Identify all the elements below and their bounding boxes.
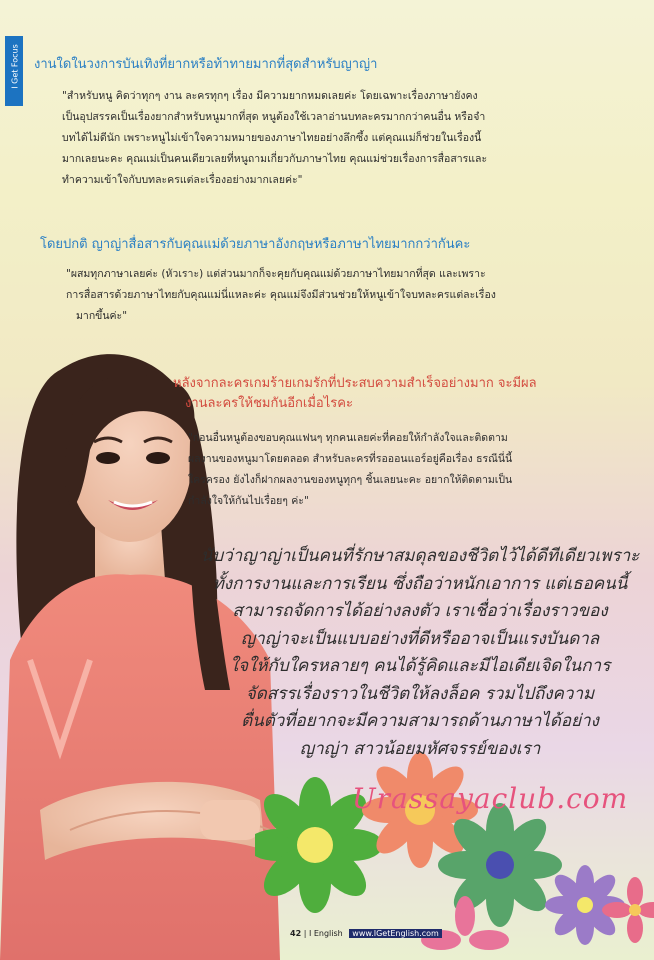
closing-line: จัดสรรเรื่องราวในชีวิตให้ลงล็อค รวมไปถึงความ bbox=[245, 683, 595, 704]
page-footer bbox=[290, 929, 442, 938]
answer-2 bbox=[66, 264, 626, 327]
closing-paragraph bbox=[190, 543, 650, 763]
watermark-signature: Urassayaclub.com bbox=[352, 782, 629, 815]
answer-line: ใครครอง ยังไงก็ฝากผลงานของหนูทุกๆ ชิ้นเลยนะคะ อยากให้ติดตามเป็น bbox=[188, 474, 513, 486]
answer-line: กำลังใจให้กันไปเรื่อยๆ ค่ะ" bbox=[188, 495, 309, 507]
answer-line: "ก่อนอื่นหนูต้องขอบคุณแฟนๆ ทุกคนเลยค่ะที่คอยให้กำลังใจและติดตาม bbox=[188, 432, 508, 444]
footer-url: www.IGetEnglish.com bbox=[349, 929, 442, 938]
question-2: โดยปกติ ญาญ่าสื่อสารกับคุณแม่ด้วยภาษาอังกฤษหรือภาษาไทยมากกว่ากันคะ bbox=[40, 237, 471, 252]
closing-line: สามารถจัดการได้อย่างลงตัว เราเชื่อว่าเรื่องราวของ bbox=[232, 601, 608, 621]
answer-line: มากขึ้นค่ะ" bbox=[76, 310, 128, 322]
question-3-line-1: หลังจากละครเกมร้ายเกมรักที่ประสบความสำเร็จอย่างมาก จะมีผล bbox=[173, 376, 537, 391]
answer-line: บทได้ไม่ดีนัก เพราะหนูไม่เข้าใจความหมายของภาษาไทยอย่างลึกซึ้ง แต่คุณแม่ก็ช่วยในเรื่องนี้ bbox=[62, 132, 482, 144]
answer-1 bbox=[62, 86, 622, 191]
answer-line: มากเลยนะคะ คุณแม่เป็นคนเดียวเลยที่หนูถามเกี่ยวกับภาษาไทย คุณแม่ช่วยเรื่องการสื่อสารและ bbox=[62, 153, 488, 165]
answer-line: "ผสมทุกภาษาเลยค่ะ (หัวเราะ) แต่ส่วนมากก็จะคุยกับคุณแม่ด้วยภาษาไทยมากที่สุด และเพราะ bbox=[66, 268, 486, 280]
answer-line: การสื่อสารด้วยภาษาไทยกับคุณแม่นี่แหละค่ะ คุณแม่จึงมีส่วนช่วยให้หนูเข้าใจบทละครแต่ละเรื่อง bbox=[66, 289, 496, 301]
closing-line: นับว่าญาญ่าเป็นคนที่รักษาสมดุลของชีวิตไว้ได้ดีทีเดียวเพราะ bbox=[200, 546, 640, 566]
answer-line: "สำหรับหนู คิดว่าทุกๆ งาน ละครทุกๆ เรื่อง มีความยากหมดเลยค่ะ โดยเฉพาะเรื่องภาษายังคง bbox=[62, 90, 478, 102]
question-1: งานใดในวงการบันเทิงที่ยากหรือท้าทายมากที่สุดสำหรับญาญ่า bbox=[34, 57, 378, 72]
question-3-line-2: งานละครให้ชมกันอีกเมื่อไรคะ bbox=[185, 396, 353, 411]
closing-line: ใจให้กับใครหลายๆ คนได้รู้คิดและมีไอเดียเจิดในการ bbox=[229, 656, 611, 676]
footer-divider: | bbox=[303, 929, 309, 938]
section-tab-label: I Get Focus bbox=[10, 44, 20, 89]
flower-decoration bbox=[255, 740, 654, 960]
closing-line: ญาญ่าจะเป็นแบบอย่างที่ดีหรืออาจเป็นแรงบันดาล bbox=[240, 628, 600, 649]
closing-line: ทั้งการงานและการเรียน ซึ่งถือว่าหนักเอาการ แต่เธอคนนี้ bbox=[212, 573, 628, 594]
answer-3 bbox=[188, 428, 638, 512]
question-3 bbox=[173, 374, 643, 414]
closing-line: ญาญ่า สาวน้อยมหัศจรรย์ของเรา bbox=[299, 738, 541, 759]
answer-line: ทำความเข้าใจกับบทละครแต่ละเรื่องอย่างมากเลยค่ะ" bbox=[62, 174, 303, 186]
footer-brand: I English bbox=[308, 929, 343, 938]
closing-line: ตื่นตัวที่อยากจะมีความสามารถด้านภาษาได้อย่าง bbox=[241, 711, 599, 731]
section-tab bbox=[5, 36, 23, 106]
page-number: 42 bbox=[290, 929, 302, 938]
answer-line: ผลงานของหนูมาโดยตลอด สำหรับละครที่รอออนแอร์อยู่คือเรื่อง ธรณีนี่นี้ bbox=[188, 453, 513, 465]
answer-line: เป็นอุปสรรคเป็นเรื่องยากสำหรับหนูมากที่สุด หนูต้องใช้เวลาอ่านบทละครมากกว่าคนอื่น หรือจำ bbox=[62, 111, 486, 123]
